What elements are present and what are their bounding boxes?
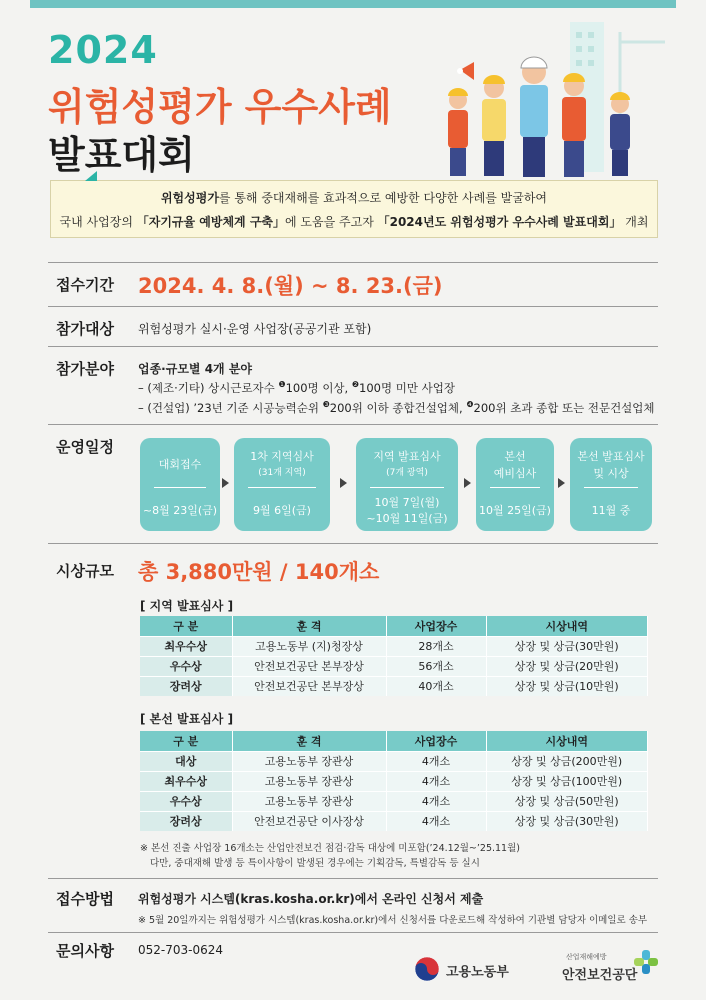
banner-text-1: 를 통해 중대재해를 효과적으로 예방한 다양한 사례를 발굴하여 [218,191,548,205]
table-cell: 장려상 [140,676,232,696]
title-line-2 [48,76,392,131]
schedule-date: 11월 중 [591,504,631,517]
kosha-logo-subtext: 산업재해예방 [566,953,607,961]
schedule-sub: (31개 지역) [258,468,306,478]
divider [48,346,658,347]
schedule-divider [370,487,444,488]
field-row-manufacturing [138,380,455,396]
title-word-best: 우수사례 [244,85,392,129]
schedule-date: ~8월 23일(금) [142,504,218,517]
column-header: 사업장수 [386,616,486,636]
note-line-1: ※ 본선 진출 사업장 16개소는 산업안전보건 점검·감독 대상에 미포함(’24.12월~’25.11월) [140,843,520,854]
table-row [140,656,648,676]
table-row [140,751,648,771]
field-text: – (건설업) ’23년 기준 시공능력순위 [138,401,323,415]
table-cell: 40개소 [386,676,486,696]
table-cell: 상장 및 상금(30만원) [486,636,648,656]
schedule-title: 대회접수 [158,458,202,471]
intro-banner [50,180,658,238]
moel-logo-text: 고용노동부 [446,965,509,980]
arrow-right-icon [222,478,229,488]
table-cell: 상장 및 상금(50만원) [486,791,648,811]
table-cell: 4개소 [386,751,486,771]
schedule-step [476,438,554,531]
field-text: 200위 초과 종합 또는 전문건설업체 [473,401,655,415]
label-schedule: 운영일정 [56,438,114,456]
banner-bold-1: 위험성평가 [160,191,219,205]
schedule-date-2: ~10월 11일(금) [366,512,448,525]
table-cell: 대상 [140,751,232,771]
column-header: 구 분 [140,616,232,636]
table-cell: 4개소 [386,811,486,831]
schedule-divider [584,487,638,488]
table-cell: 우수상 [140,656,232,676]
banner-line-1 [51,189,657,206]
circled-number: ❸ [322,400,330,410]
label-period: 접수기간 [56,276,114,294]
table-cell: 안전보건공단 본부장상 [232,656,386,676]
table-cell: 최우수상 [140,636,232,656]
table-cell: 안전보건공단 본부장상 [232,676,386,696]
table-cell: 상장 및 상금(30만원) [486,811,648,831]
table-cell: 28개소 [386,636,486,656]
title-year: 2024 [48,28,158,72]
kosha-cross-logo-icon [632,948,660,976]
banner-text-2c: 개최 [621,215,649,229]
prize-value: 총 3,880만원 / 140개소 [138,560,380,584]
column-header: 훈 격 [232,731,386,751]
table-cell: 장려상 [140,811,232,831]
title-word-risk: 위험성평가 [48,85,232,129]
divider [48,262,658,263]
schedule-date: 9월 6일(금) [253,504,311,517]
schedule-title: 지역 발표심사 [373,450,441,463]
column-header: 시상내역 [486,616,648,636]
banner-tab [85,171,97,181]
banner-line-2 [51,213,657,230]
banner-text-2b: 에 도움을 주고자 [285,215,378,229]
table-row [140,771,648,791]
divider [48,878,658,879]
table-cell: 고용노동부 (지)청장상 [232,636,386,656]
label-contact: 문의사항 [56,942,114,960]
schedule-sub: 예비심사 [493,467,537,480]
column-header: 사업장수 [386,731,486,751]
schedule-title: 본선 발표심사 [577,450,645,463]
label-target: 참가대상 [56,320,114,338]
schedule-title: 1차 지역심사 [250,450,314,463]
label-prize: 시상규모 [56,562,114,580]
divider [48,932,658,933]
field-text: 200위 이하 종합건설업체, [329,401,467,415]
arrow-right-icon [558,478,565,488]
field-text: 100명 이상, [285,381,352,395]
divider [48,424,658,425]
label-field: 참가분야 [56,360,114,378]
field-text: 100명 미만 사업장 [359,381,455,395]
table-row [140,636,648,656]
schedule-step [356,438,458,531]
method-note: ※ 5월 20일까지는 위험성평가 시스템(kras.kosha.or.kr)에서 신청서를 다운로드해 작성하여 기관별 담당자 이메일로 송부 [138,915,648,926]
field-heading: 업종·규모별 4개 분야 [138,362,253,376]
column-header: 훈 격 [232,616,386,636]
divider [48,543,658,544]
table-cell: 상장 및 상금(10만원) [486,676,648,696]
table-cell: 안전보건공단 이사장상 [232,811,386,831]
final-table [140,731,648,831]
banner-text-2a: 국내 사업장의 [59,215,137,229]
regional-table [140,616,648,696]
contact-phone: 052-703-0624 [138,943,224,957]
workers-illustration [430,12,670,182]
table-cell: 우수상 [140,791,232,811]
table-cell: 상장 및 상금(100만원) [486,771,648,791]
schedule-step [570,438,652,531]
field-row-construction [138,400,655,416]
circled-number: ❷ [351,380,360,390]
taegeuk-logo-icon [414,956,440,982]
schedule-divider [248,487,316,488]
arrow-right-icon [340,478,347,488]
column-header: 구 분 [140,731,232,751]
table-row [140,811,648,831]
table-cell: 최우수상 [140,771,232,791]
schedule-divider [154,487,206,488]
table-cell: 고용노동부 장관상 [232,751,386,771]
divider [48,306,658,307]
kosha-logo-text: 안전보건공단 [562,968,638,983]
top-bar [30,0,676,8]
table-cell: 4개소 [386,771,486,791]
schedule-step [234,438,330,531]
arrow-right-icon [464,478,471,488]
table-cell: 상장 및 상금(20만원) [486,656,648,676]
period-value: 2024. 4. 8.(월) ~ 8. 23.(금) [138,274,443,298]
column-header: 시상내역 [486,731,648,751]
target-value: 위험성평가 실시·운영 사업장(공공기관 포함) [138,322,372,336]
field-text: – (제조·기타) 상시근로자수 [138,381,279,395]
title-line-3: 발표대회 [48,133,195,177]
final-table-title: [ 본선 발표심사 ] [140,712,234,726]
note-line-2: 다만, 중대재해 발생 등 특이사항이 발생된 경우에는 기획감독, 특별감독 등 실시 [150,858,480,869]
regional-table-title: [ 지역 발표심사 ] [140,599,234,613]
circled-number: ❹ [466,400,474,410]
schedule-divider [490,487,540,488]
schedule-date: 10월 25일(금) [479,504,551,517]
table-row [140,791,648,811]
banner-bold-2a: 「자기규율 예방체계 구축」 [136,215,286,229]
circled-number: ❶ [278,380,286,390]
table-cell: 상장 및 상금(200만원) [486,751,648,771]
label-method: 접수방법 [56,890,114,908]
table-cell: 고용노동부 장관상 [232,771,386,791]
table-cell: 56개소 [386,656,486,676]
method-value: 위험성평가 시스템(kras.kosha.or.kr)에서 온라인 신청서 제출 [138,892,484,906]
schedule-step [140,438,220,531]
table-row [140,676,648,696]
table-header-row [140,731,648,751]
banner-bold-2b: 「2024년도 위험성평가 우수사례 발표대회」 [377,215,622,229]
table-cell: 고용노동부 장관상 [232,791,386,811]
schedule-title: 본선 [504,450,526,463]
schedule-sub: (7개 광역) [386,468,428,478]
schedule-date: 10월 7일(월) [374,496,440,509]
schedule-sub: 및 시상 [593,467,629,480]
table-cell: 4개소 [386,791,486,811]
table-header-row [140,616,648,636]
